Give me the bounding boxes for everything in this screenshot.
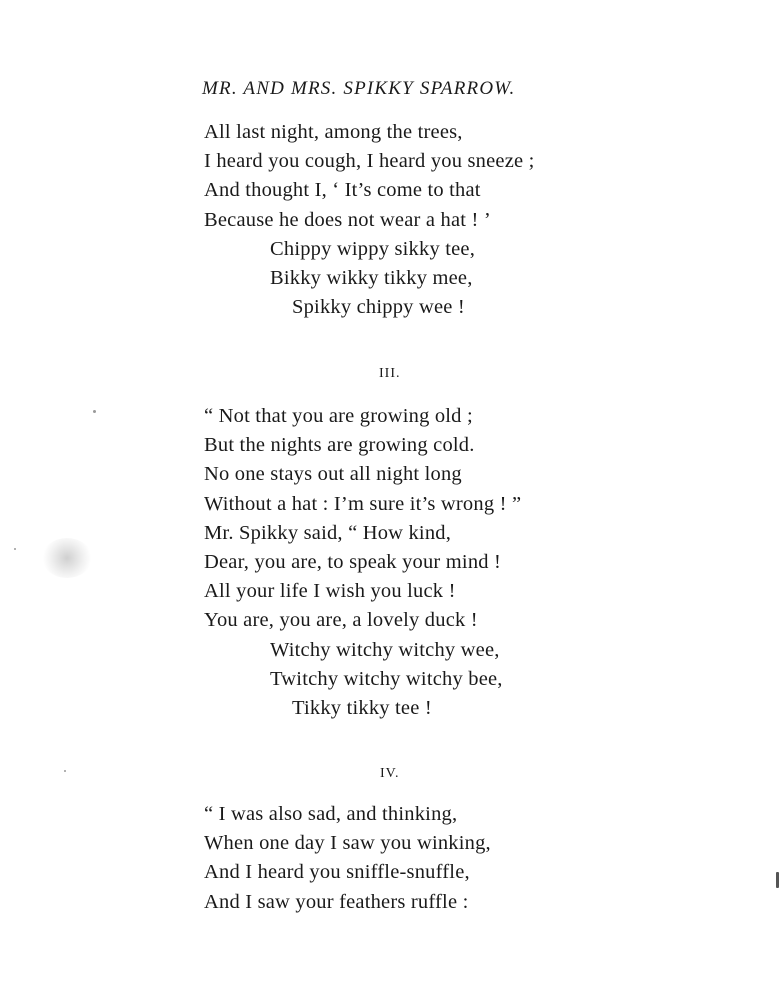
verse-line: But the nights are growing cold. xyxy=(204,434,475,457)
verse-line: And I heard you sniffle-snuffle, xyxy=(204,861,470,884)
verse-line: When one day I saw you winking, xyxy=(204,832,491,855)
paper-smudge xyxy=(42,538,92,578)
verse-line: Because he does not wear a hat ! ’ xyxy=(204,208,491,231)
verse-line: I heard you cough, I heard you sneeze ; xyxy=(204,150,535,173)
refrain-line: Bikky wikky tikky mee, xyxy=(270,266,473,289)
verse-line: And I saw your feathers ruffle : xyxy=(204,890,469,913)
stanza-iii xyxy=(204,402,521,723)
verse-line: No one stays out all night long xyxy=(204,463,462,486)
verse-line: And thought I, ‘ It’s come to that xyxy=(204,179,481,202)
verse-line: Dear, you are, to speak your mind ! xyxy=(204,550,502,573)
stanza-ii-conclusion xyxy=(204,118,535,322)
verse-line: All your life I wish you luck ! xyxy=(204,580,456,603)
refrain-line: Tikky tikky tee ! xyxy=(292,696,432,719)
running-title: MR. AND MRS. SPIKKY SPARROW. xyxy=(202,78,516,99)
section-numeral-iv: IV. xyxy=(380,766,400,781)
verse-line: You are, you are, a lovely duck ! xyxy=(204,609,478,632)
stanza-iv xyxy=(204,800,491,917)
verse-line: “ Not that you are growing old ; xyxy=(204,405,473,427)
paper-speck xyxy=(64,770,66,772)
refrain-line: Chippy wippy sikky tee, xyxy=(270,237,476,260)
verse-line: Mr. Spikky said, “ How kind, xyxy=(204,521,452,544)
section-numeral-iii: III. xyxy=(379,366,401,381)
verse-line: “ I was also sad, and thinking, xyxy=(204,803,458,825)
paper-edge-mark xyxy=(776,872,779,888)
refrain-line: Witchy witchy witchy wee, xyxy=(270,638,500,661)
paper-speck xyxy=(14,548,16,550)
verse-line: All last night, among the trees, xyxy=(204,121,463,143)
refrain-line: Spikky chippy wee ! xyxy=(292,296,465,319)
verse-line: Without a hat : I’m sure it’s wrong ! ” xyxy=(204,492,522,515)
paper-speck xyxy=(93,410,96,413)
refrain-line: Twitchy witchy witchy bee, xyxy=(270,667,503,690)
